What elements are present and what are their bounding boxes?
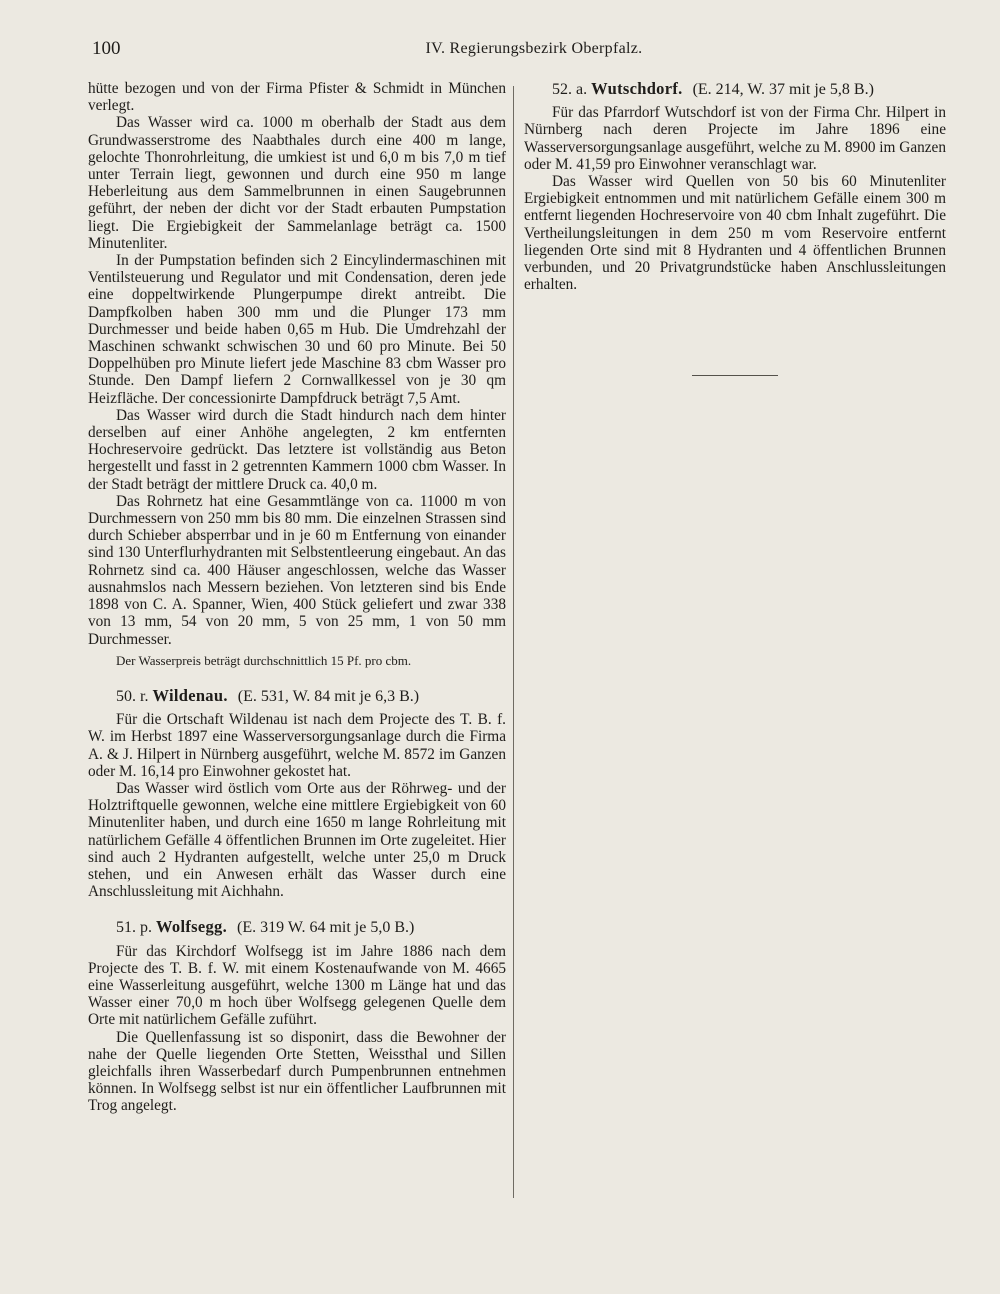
- section-number: 51. p.: [116, 919, 152, 937]
- section-place: Wildenau.: [152, 685, 228, 705]
- paragraph: Das Wasser wird ca. 1000 m oberhalb der Stadt aus dem Grundwasserstrome des Naabthales durch eine 400 m lange, gelochte Thonrohrleitung, die umkiest ist und 6,0 m bis 7,0 m tief unter Terrain liegt, gewonnen und durch eine 950 m lange Heberleitung aus dem Sammelbrunnen in einen Saugebrunnen geführt, der neben der dicht vor der Stadt erbauten Pumpstation liegt. Die Ergiebigkeit der Sammelanlage beträgt ca. 1500 Minutenliter.: [88, 114, 506, 252]
- paragraph: Für das Pfarrdorf Wutschdorf ist von der Firma Chr. Hilpert in Nürnberg nach deren Projecte im Jahre 1896 eine Wasserversorgungsanlage ausgeführt, welche zu M. 8900 im Ganzen oder M. 41,59 pro Einwohner veranschlagt war.: [524, 104, 946, 173]
- section-end-rule: [692, 375, 778, 376]
- page-header: [88, 38, 940, 64]
- left-column: [88, 80, 506, 1115]
- paragraph: Die Quellenfassung ist so disponirt, dass die Bewohner der nahe der Quelle liegenden Orte Stetten, Weissthal und Sillen gleichfalls ihren Wasserbedarf durch Pumpenbrunnen entnehmen können. In Wolfsegg selbst ist nur ein öffentlicher Laufbrunnen mit Trog angelegt.: [88, 1028, 506, 1115]
- paragraph: In der Pumpstation befinden sich 2 Eincylindermaschinen mit Ventilsteuerung und Regulator und mit Condensation, deren jede eine doppeltwirkende Plungerpumpe direkt antreibt. Die Dampfkolben haben 300 mm und die Plunger 173 mm Durchmesser und beide haben 0,65 m Hub. Die Umdrehzahl der Maschinen schwankt schwischen 30 und 60 pro Minute. Bei 50 Doppelhüben pro Minute liefert jede Maschine 83 cbm Wasser pro Stunde. Den Dampf liefern 2 Cornwallkessel von je 30 qm Heizfläche. Der concessionirte Dampfdruck beträgt 7,5 Amt.: [88, 252, 506, 407]
- section-place: Wutschdorf.: [591, 79, 683, 98]
- section-heading-wildenau: [88, 687, 506, 705]
- paragraph: Für die Ortschaft Wildenau ist nach dem Projecte des T. B. f. W. im Herbst 1897 eine Wasserversorgungsanlage durch die Firma A. & J. Hilpert in Nürnberg ausgeführt, welche M. 8572 im Ganzen oder M. 16,14 pro Einwohner gekostet hat.: [88, 711, 506, 780]
- paragraph: hütte bezogen und von der Firma Pfister & Schmidt in München verlegt.: [88, 80, 506, 115]
- section-heading-wolfsegg: [88, 918, 506, 936]
- price-note: Der Wasserpreis beträgt durchschnittlich 15 Pf. pro cbm.: [116, 652, 412, 668]
- section-meta: (E. 319 W. 64 mit je 5,0 B.): [237, 919, 415, 937]
- page-number: 100: [92, 38, 121, 59]
- paragraph: Das Wasser wird Quellen von 50 bis 60 Minutenliter Ergiebigkeit entnommen und mit natürlichem Gefälle einem 300 m entfernt liegenden Hochreservoire von 40 cbm Inhalt zugeführt. Die Vertheilungsleitungen in dem 250 m vom Reservoire entfernt liegenden Orte sind mit 8 Hydranten und 4 öffentlichen Brunnen verbunden, und 20 Privatgrundstücke haben Anschlussleitungen erhalten.: [524, 173, 946, 294]
- paragraph: Das Wasser wird durch die Stadt hindurch nach dem hinter derselben auf einer Anhöhe angelegten, 2 km entfernten Hochreservoire gedrückt. Das letztere ist vollständig aus Beton hergestellt und fasst in 2 getrennten Kammern 1000 cbm Wasser. In der Stadt beträgt der mittlere Druck ca. 40,0 m.: [88, 406, 506, 493]
- right-column: [524, 80, 946, 376]
- running-title: IV. Regierungsbezirk Oberpfalz.: [425, 40, 643, 57]
- section-heading-wutschdorf: [524, 80, 946, 98]
- section-place: Wolfsegg.: [156, 917, 227, 937]
- column-divider: [513, 86, 514, 1198]
- paragraph: Für das Kirchdorf Wolfsegg ist im Jahre 1886 nach dem Projecte des T. B. f. W. mit einem Kostenaufwande von M. 4665 eine Wasserleitung ausgeführt, welche 1300 m Länge hat und das Wasser einer 70,0 m hoch über Wolfsegg gelegenen Quelle dem Orte mit natürlichem Gefälle zuführt.: [88, 942, 506, 1029]
- section-number: 52. a.: [552, 81, 588, 98]
- paragraph: Das Rohrnetz hat eine Gesammtlänge von ca. 11000 m von Durchmessern von 250 mm bis 80 mm. Die einzelnen Strassen sind durch Schieber absperrbar und in je 60 m Entfernung von einander sind 130 Unterflurhydranten mit Selbstentleerung eingebaut. An das Rohrnetz sind ca. 400 Häuser angeschlossen, welche das Wasser ausnahmslos nach Messern beziehen. Von letzteren sind bis Ende 1898 von C. A. Spanner, Wien, 400 Stück geliefert und zwar 338 von 13 mm, 54 von 20 mm, 5 von 25 mm, 1 von 50 mm Durchmesser.: [88, 492, 506, 648]
- section-meta: (E. 531, W. 84 mit je 6,3 B.): [237, 687, 420, 705]
- paragraph: Das Wasser wird östlich vom Orte aus der Röhrweg- und der Holztriftquelle gewonnen, welche eine mittlere Ergiebigkeit von 60 Minutenliter haben, und durch eine 1650 m lange Rohrleitung mit natürlichem Gefälle 4 öffentlichen Brunnen im Orte zugeleitet. Hier sind auch 2 Hydranten aufgestellt, welche unter 25,0 m Druck stehen, und ein Anwesen erhält das Wasser durch eine Anschlussleitung mit Aichhahn.: [88, 779, 506, 901]
- section-number: 50. r.: [116, 687, 149, 705]
- section-meta: (E. 214, W. 37 mit je 5,8 B.): [692, 81, 874, 98]
